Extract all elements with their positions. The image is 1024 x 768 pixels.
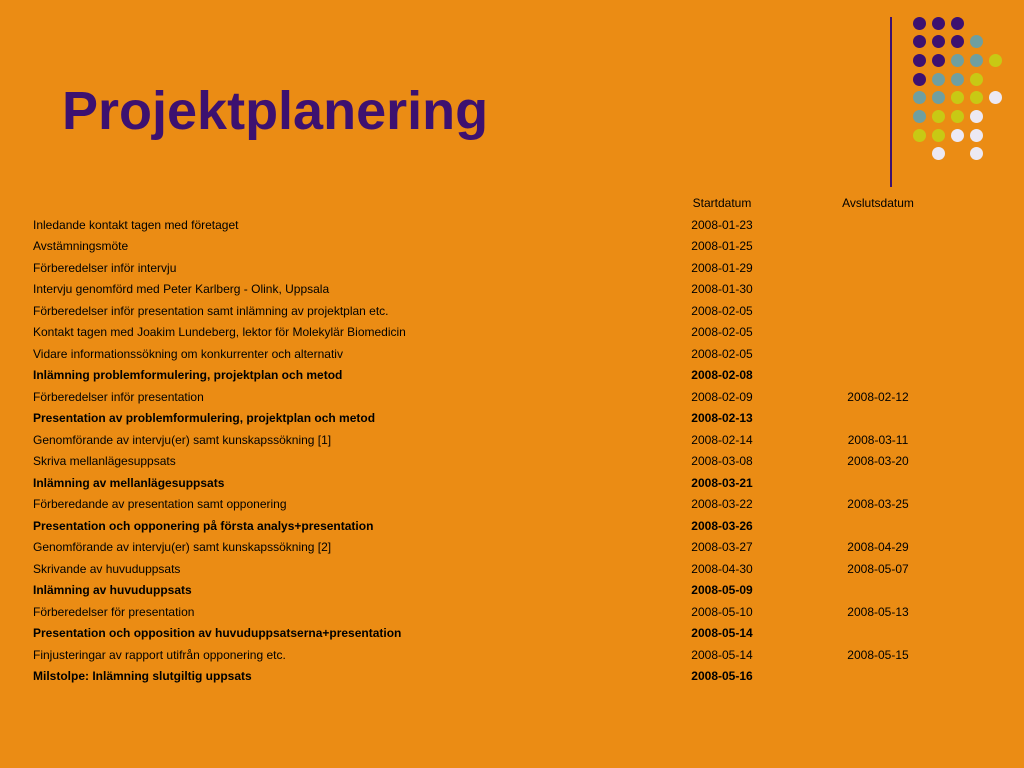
table-row <box>0 473 1024 495</box>
table-row <box>0 430 1024 452</box>
decorative-dot <box>932 54 945 67</box>
start-date-cell: 2008-02-14 <box>691 432 753 447</box>
start-date-cell: 2008-03-22 <box>691 497 753 511</box>
task-cell: Kontakt tagen med Joakim Lundeberg, lektor för Molekylär Biomedicin <box>33 325 406 339</box>
start-date-cell: 2008-02-05 <box>691 346 753 361</box>
task-cell: Skriva mellanlägesuppsats <box>33 454 176 468</box>
table-row <box>0 602 1024 624</box>
end-date-cell: 2008-05-07 <box>847 561 909 576</box>
task-cell: Förberedelser inför presentation <box>33 389 204 404</box>
decorative-dot <box>970 110 983 123</box>
header-end-date: Avslutsdatum <box>842 196 914 210</box>
task-cell: Inlämning av mellanlägesuppsats <box>33 475 225 490</box>
slide-title: Projektplanering <box>62 81 489 141</box>
table-row <box>0 365 1024 387</box>
decorative-dot <box>913 129 926 142</box>
task-cell: Avstämningsmöte <box>33 239 129 253</box>
table-row <box>0 258 1024 280</box>
decorative-dot <box>913 91 926 104</box>
decorative-dot <box>970 73 983 86</box>
decorative-dot <box>970 35 983 48</box>
decorative-dot <box>932 91 945 104</box>
decorative-dot <box>932 129 945 142</box>
task-cell: Inlämning av huvuduppsats <box>33 583 192 597</box>
decorative-dot <box>913 110 926 123</box>
start-date-cell: 2008-02-05 <box>691 325 753 339</box>
start-date-cell: 2008-01-25 <box>691 239 753 253</box>
decorative-dot <box>970 129 983 142</box>
table-row <box>0 301 1024 323</box>
decorative-dot <box>932 35 945 48</box>
end-date-cell: 2008-05-15 <box>847 647 909 662</box>
task-cell: Presentation och opponering på första analys+presentation <box>33 518 374 533</box>
decorative-dot <box>970 147 983 160</box>
start-date-cell: 2008-04-30 <box>691 561 753 576</box>
task-cell: Genomförande av intervju(er) samt kunskapssökning [2] <box>33 540 332 554</box>
end-date-cell: 2008-04-29 <box>847 540 909 554</box>
end-date-cell: 2008-02-12 <box>847 389 909 404</box>
decorative-dot <box>913 54 926 67</box>
start-date-cell: 2008-03-21 <box>691 475 753 490</box>
decorative-dot <box>932 73 945 86</box>
decorative-dot <box>970 91 983 104</box>
task-cell: Presentation och opposition av huvuduppsatserna+presentation <box>33 626 402 640</box>
decorative-dot <box>913 35 926 48</box>
decorative-divider <box>890 17 892 187</box>
task-cell: Förberedelser för presentation <box>33 604 195 619</box>
start-date-cell: 2008-05-14 <box>691 626 753 640</box>
task-cell: Skrivande av huvuduppsats <box>33 561 181 576</box>
start-date-cell: 2008-02-05 <box>691 303 753 318</box>
table-row <box>0 666 1024 688</box>
start-date-cell: 2008-03-26 <box>691 518 753 533</box>
end-date-cell: 2008-05-13 <box>847 604 909 619</box>
table-row <box>0 451 1024 473</box>
table-row <box>0 322 1024 344</box>
start-date-cell: 2008-05-14 <box>691 647 753 662</box>
decorative-dot <box>970 54 983 67</box>
start-date-cell: 2008-01-29 <box>691 260 753 275</box>
end-date-cell: 2008-03-11 <box>847 432 909 447</box>
start-date-cell: 2008-02-13 <box>691 411 753 425</box>
decorative-dot <box>951 35 964 48</box>
start-date-cell: 2008-05-09 <box>691 583 753 597</box>
decorative-dot <box>951 91 964 104</box>
header-start-date: Startdatum <box>692 196 752 210</box>
table-row <box>0 537 1024 559</box>
table-row <box>0 215 1024 237</box>
table-row <box>0 344 1024 366</box>
table-row <box>0 236 1024 258</box>
table-row <box>0 645 1024 667</box>
decorative-dot <box>932 147 945 160</box>
task-cell: Förberedelser inför presentation samt inlämning av projektplan etc. <box>33 303 389 318</box>
task-cell: Presentation av problemformulering, projektplan och metod <box>33 411 376 425</box>
decorative-dot <box>932 17 945 30</box>
task-cell: Intervju genomförd med Peter Karlberg - Olink, Uppsala <box>33 282 330 296</box>
decorative-dot <box>913 17 926 30</box>
table-row <box>0 494 1024 516</box>
table-row <box>0 580 1024 602</box>
decorative-dot <box>932 110 945 123</box>
table-row <box>0 387 1024 409</box>
start-date-cell: 2008-05-16 <box>691 669 753 683</box>
decorative-dot <box>951 17 964 30</box>
end-date-cell: 2008-03-20 <box>847 454 909 468</box>
decorative-dot <box>951 73 964 86</box>
start-date-cell: 2008-01-23 <box>691 217 753 232</box>
table-row <box>0 408 1024 430</box>
task-cell: Inledande kontakt tagen med företaget <box>33 217 239 232</box>
task-cell: Förberedelser inför intervju <box>33 260 177 275</box>
table-row <box>0 559 1024 581</box>
decorative-dot <box>989 54 1002 67</box>
decorative-dot <box>951 54 964 67</box>
decorative-dot <box>951 129 964 142</box>
start-date-cell: 2008-03-08 <box>691 454 753 468</box>
table-header-row <box>0 193 1024 215</box>
task-cell: Förberedande av presentation samt opponering <box>33 497 287 511</box>
decorative-dot <box>913 73 926 86</box>
start-date-cell: 2008-02-08 <box>691 368 753 382</box>
task-cell: Finjusteringar av rapport utifrån opponering etc. <box>33 647 286 662</box>
start-date-cell: 2008-02-09 <box>691 389 753 404</box>
task-cell: Inlämning problemformulering, projektplan och metod <box>33 368 343 382</box>
table-row <box>0 516 1024 538</box>
task-cell: Milstolpe: Inlämning slutgiltig uppsats <box>33 669 252 683</box>
task-cell: Genomförande av intervju(er) samt kunskapssökning [1] <box>33 432 332 447</box>
start-date-cell: 2008-05-10 <box>691 604 753 619</box>
start-date-cell: 2008-03-27 <box>691 540 753 554</box>
decorative-dot <box>989 91 1002 104</box>
table-row <box>0 623 1024 645</box>
end-date-cell: 2008-03-25 <box>847 497 909 511</box>
decorative-dot <box>951 110 964 123</box>
task-cell: Vidare informationssökning om konkurrenter och alternativ <box>33 346 343 361</box>
table-row <box>0 279 1024 301</box>
start-date-cell: 2008-01-30 <box>691 282 753 296</box>
